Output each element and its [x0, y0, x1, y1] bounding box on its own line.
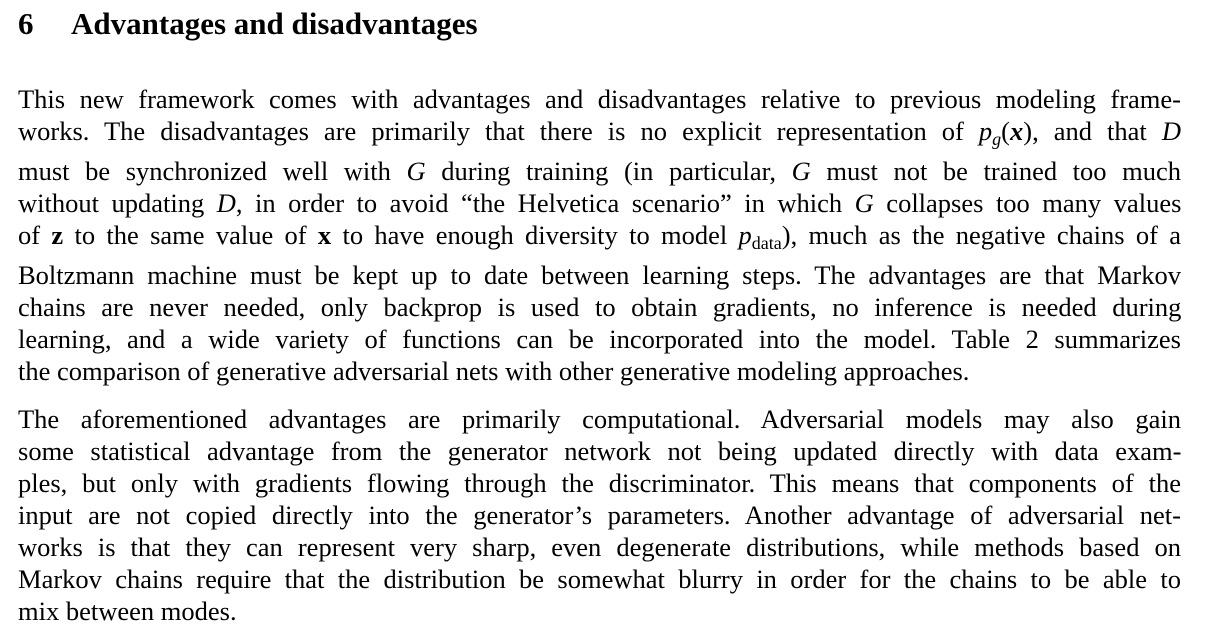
- math-G: G: [406, 156, 426, 186]
- paragraph-1: [18, 83, 1181, 387]
- text-run: input are not copied directly into the generator’s parameters. Another advantage of adversarial net-: [18, 500, 1181, 530]
- math-G: G: [791, 156, 811, 186]
- paragraph-line: [18, 355, 1181, 387]
- math-G: G: [854, 188, 874, 218]
- text-run: must not be trained too much: [810, 156, 1181, 186]
- text-run: Boltzmann machine must be kept up to date between learning steps. The advantages are that Markov: [18, 260, 1181, 290]
- paragraph-line: [18, 323, 1181, 355]
- text-run: This new framework comes with advantages and disadvantages relative to previous modeling frame-: [18, 84, 1181, 114]
- math-x-bold: x: [317, 220, 332, 250]
- paragraph-line: [18, 155, 1181, 187]
- math-paren-open: (: [1001, 116, 1010, 146]
- text-run: ples, but only with gradients flowing through the discriminator. This means that components of the: [18, 468, 1181, 498]
- subscript-text: data: [751, 233, 782, 253]
- text-run: of: [18, 220, 52, 250]
- section-heading: [18, 0, 1181, 48]
- text-run: some statistical advantage from the generator network not being updated directly with data exam-: [18, 436, 1182, 466]
- text-run: works is that they can represent very sharp, even degenerate distributions, while methods based on: [18, 532, 1181, 562]
- math-subscript-data: [752, 233, 782, 253]
- paragraph-line: [18, 115, 1181, 155]
- text-run: learning, and a wide variety of functions can be incorporated into the model. Table 2 summarizes: [18, 324, 1181, 354]
- paragraph-line: [18, 531, 1181, 563]
- text-run: The aforementioned advantages are primarily computational. Adversarial models may also gain: [18, 404, 1181, 434]
- paragraph-line: [18, 259, 1181, 291]
- math-p: p: [978, 116, 993, 146]
- paragraph-line: [18, 563, 1181, 595]
- text-run: mix between modes.: [18, 596, 237, 626]
- paragraph-line: [18, 595, 1181, 627]
- text-run: to have enough diversity to model: [331, 220, 739, 250]
- text-run: , in order to avoid “the Helvetica scenario” in which: [235, 188, 855, 218]
- text-run: the comparison of generative adversarial nets with other generative modeling approaches.: [18, 356, 970, 386]
- section-title: Advantages and disadvantages: [71, 6, 478, 41]
- text-run: ), much as the negative chains of a: [781, 220, 1181, 250]
- math-D: D: [1161, 116, 1181, 146]
- text-run: during training (in particular,: [425, 156, 792, 186]
- math-x-bold: x: [1009, 116, 1024, 146]
- math-z-bold: z: [51, 220, 64, 250]
- text-run: without updating: [18, 188, 217, 218]
- section-number: 6: [18, 6, 34, 41]
- text-run: to the same value of: [63, 220, 318, 250]
- text-run: collapses too many values: [873, 188, 1182, 218]
- paragraph-line: [18, 467, 1181, 499]
- math-D: D: [216, 188, 236, 218]
- paragraph-line: [18, 219, 1181, 259]
- paragraph-line: [18, 187, 1181, 219]
- text-run: , and that: [1032, 116, 1162, 146]
- paragraph-line: [18, 291, 1181, 323]
- paragraph-line: [18, 435, 1181, 467]
- paragraph-line: [18, 83, 1181, 115]
- text-run: must be synchronized well with: [18, 156, 407, 186]
- math-subscript-g: g: [992, 129, 1002, 149]
- paragraph-2: [18, 403, 1181, 627]
- text-run: chains are never needed, only backprop is used to obtain gradients, no inference is needed during: [18, 292, 1182, 322]
- text-run: Markov chains require that the distribution be somewhat blurry in order for the chains to be able to: [18, 564, 1181, 594]
- math-paren-close: ): [1023, 116, 1033, 146]
- paragraph-line: [18, 499, 1181, 531]
- math-p-data: p: [738, 220, 752, 250]
- paragraph-line: [18, 403, 1181, 435]
- text-run: works. The disadvantages are primarily that there is no explicit representation of: [18, 116, 979, 146]
